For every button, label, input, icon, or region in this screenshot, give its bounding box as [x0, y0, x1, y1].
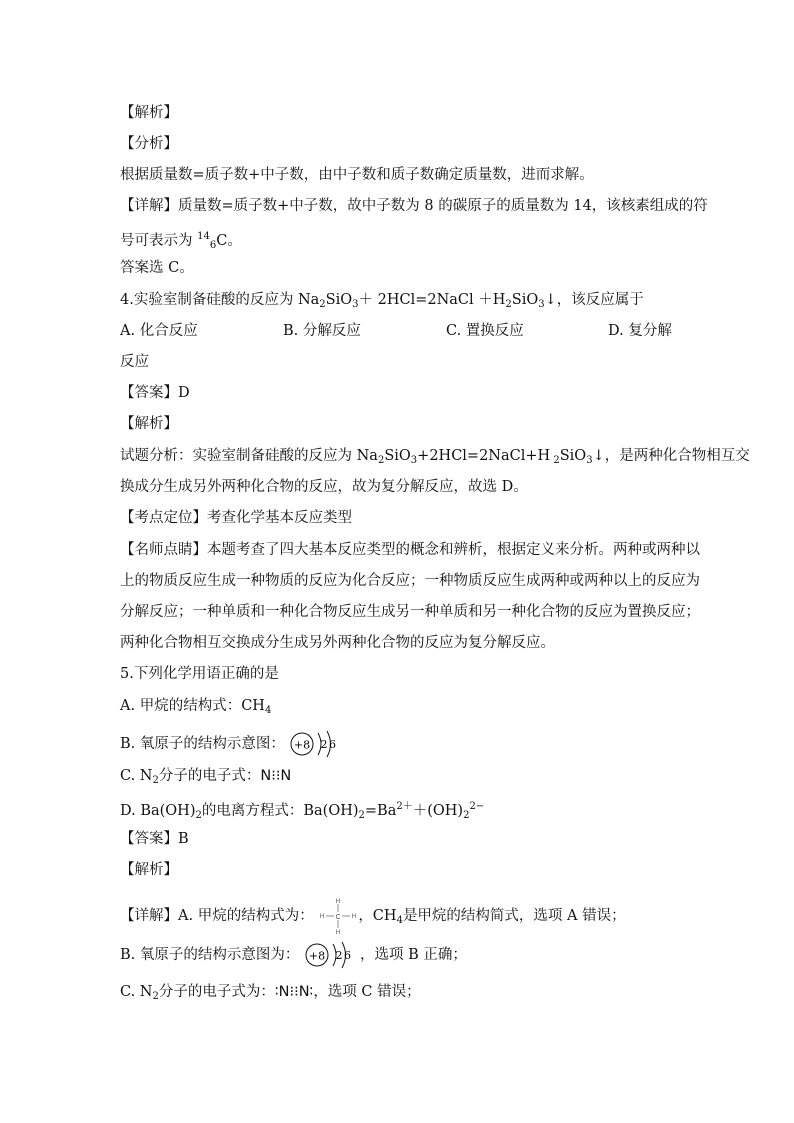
q5-option-c: C. $N_2$分子的电子式：N⁝⁝N [120, 768, 292, 786]
svg-text:C: C [335, 913, 341, 921]
oxygen-atom-diagram [289, 729, 345, 759]
question-5: 5.下列化学用语正确的是 [120, 666, 279, 682]
section-jiexi-2: 【解析】 [120, 416, 178, 432]
q5-detail-c: C. $N_2$分子的电子式为：∶N⁝⁝N∶，选项 C 错误； [120, 984, 421, 1002]
option-a: A. 化合反应 [120, 323, 198, 339]
methane-structure-diagram [318, 897, 358, 935]
q4-mingshi-1: 【名师点睛】本题考查了四大基本反应类型的概念和辨析，根据定义来分析。两种或两种以 [120, 542, 700, 558]
q5-detail-a: 【详解】A. 甲烷的结构式为： C H H H H ，$CH_4$是甲烷的结构简式，选项 A 错误； [120, 898, 626, 935]
shell-2-count: 6 [329, 738, 337, 751]
detail-line-1: 【详解】质量数=质子数+中子数，故中子数为 8 的碳原子的质量数为 14，该核素组成的符 [120, 198, 708, 214]
q5-option-d: D. $Ba(OH)_2$的电离方程式：$Ba(OH)_2=Ba^{2+}+(OH)_2^{2-}$ [120, 801, 485, 821]
svg-text:H: H [336, 929, 341, 935]
svg-text:2: 2 [335, 949, 343, 962]
q4-kaodian: 【考点定位】考查化学基本反应类型 [120, 510, 352, 526]
answer-label: 【答案】D [120, 385, 190, 401]
svg-text:H: H [352, 913, 357, 920]
shell-1-count: 2 [320, 738, 328, 751]
q4-mingshi-4: 两种化合物相互交换成分生成另外两种化合物的反应为复分解反应。 [120, 635, 555, 651]
q5-jiexi: 【解析】 [120, 862, 178, 878]
svg-text:H: H [336, 898, 341, 905]
option-d: D. 复分解 [608, 323, 672, 339]
section-jiexi: 【解析】 [120, 105, 178, 121]
q5-option-a: A. 甲烷的结构式：$CH_4$ [120, 698, 272, 716]
q5-detail-b: B. 氧原子的结构示意图为： +8 2 6 ，选项 B 正确； [120, 940, 467, 970]
section-fenxi: 【分析】 [120, 136, 178, 152]
answer-c: 答案选 C。 [120, 260, 194, 276]
oxygen-atom-diagram-2 [304, 940, 360, 970]
nucleus-charge: +8 [294, 738, 311, 752]
detail-line-2: 号可表示为 $^{14}_6$C。 [120, 231, 242, 251]
option-c: C. 置换反应 [446, 323, 524, 339]
svg-text:H: H [320, 913, 325, 920]
q5-answer: 【答案】B [120, 831, 189, 847]
question-4: 4.实验室制备硅酸的反应为 $Na_2SiO_3+$ 2HCl=2NaCl $+H_2SiO_3↓$，该反应属于 [120, 292, 644, 310]
option-b: B. 分解反应 [283, 323, 361, 339]
q5-option-b: B. 氧原子的结构示意图： +8 2 6 [120, 729, 345, 759]
q4-mingshi-2: 上的物质反应生成一种物质的反应为化合反应；一种物质反应生成两种或两种以上的反应为 [120, 573, 700, 589]
svg-text:+8: +8 [308, 949, 326, 963]
q4-analysis-2: 换成分生成另外两种化合物的反应，故为复分解反应，故选 D。 [120, 479, 528, 495]
q4-mingshi-3: 分解反应；一种单质和一种化合物反应生成另一种单质和另一种化合物的反应为置换反应； [120, 604, 700, 620]
option-d-cont: 反应 [120, 354, 149, 370]
analysis-text: 根据质量数=质子数+中子数，由中子数和质子数确定质量数，进而求解。 [120, 167, 594, 183]
svg-text:6: 6 [343, 949, 351, 962]
q4-analysis-1: 试题分析：实验室制备硅酸的反应为 $Na_2SiO_3+2HCl=2NaCl+H$ $_2$SiO$_3$↓，是两种化合物相互交 [120, 448, 750, 466]
